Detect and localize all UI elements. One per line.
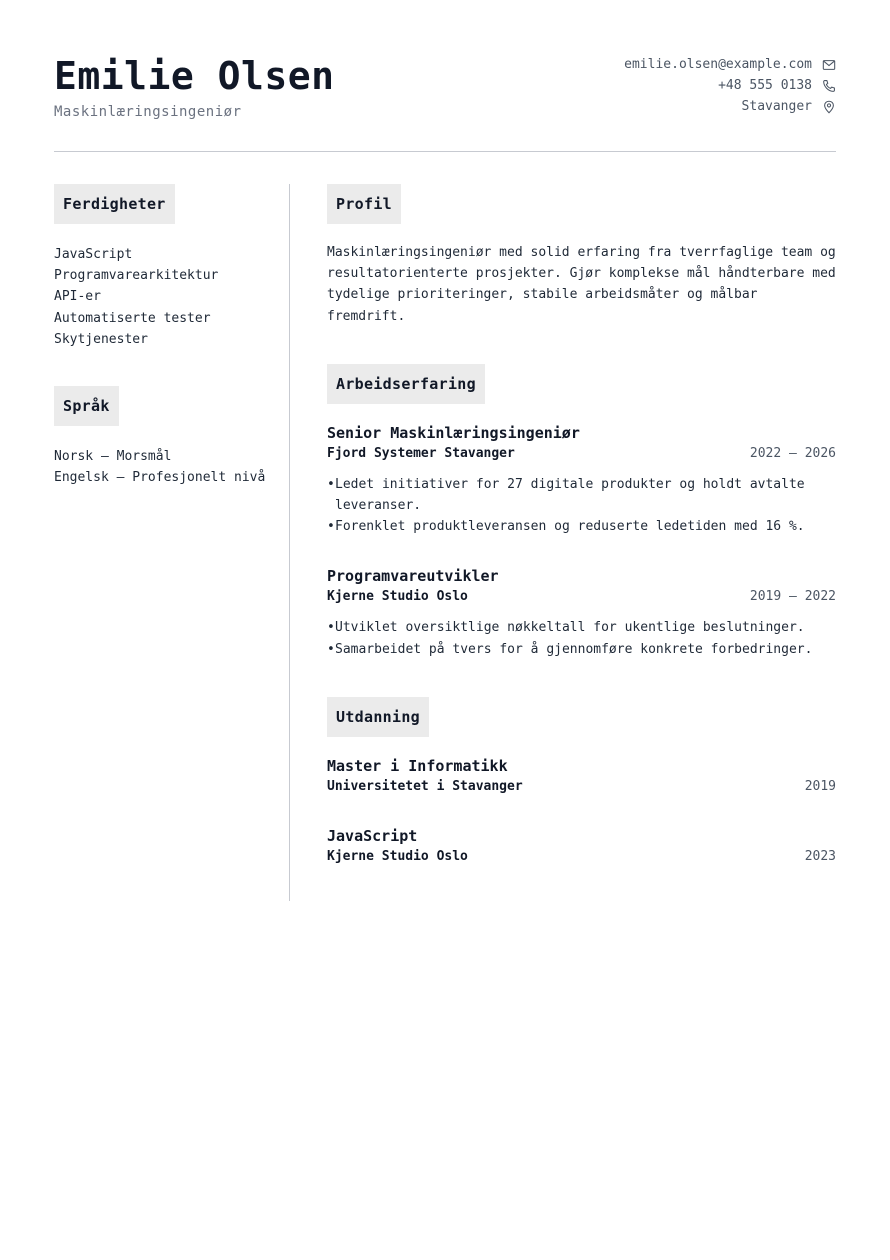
languages-heading: Språk [54, 386, 119, 426]
job-bullet: • Ledet initiativer for 27 digitale produkter og holdt avtalte leveranser. [327, 474, 836, 516]
job-title: Programvareutvikler [327, 567, 499, 586]
header-divider [54, 151, 836, 152]
job-bullet-text: Utviklet oversiktlige nøkkeltall for ukentlige beslutninger. [335, 620, 805, 636]
job-company: Fjord Systemer Stavanger [327, 445, 515, 461]
education-section [327, 697, 836, 867]
skill-item: API-er [54, 289, 101, 305]
job-bullets [327, 474, 836, 538]
contact-phone-row [624, 75, 836, 96]
job-dates: 2019 — 2022 [749, 589, 836, 605]
education-school: Kjerne Studio Oslo [327, 848, 468, 864]
sidebar-column [54, 184, 274, 488]
job-title: Senior Maskinlæringsingeniør [327, 423, 580, 442]
education-heading: Utdanning [327, 697, 429, 737]
job-entry [327, 566, 836, 659]
education-meta [327, 777, 836, 797]
experience-section [327, 364, 836, 660]
skill-item: JavaScript [54, 247, 133, 262]
job-bullet-text: Samarbeidet på tvers for å gjennomføre konkrete forbedringer. [335, 641, 813, 657]
profile-summary: Maskinlæringsingeniør med solid erfaring fra tverrfaglige team og resultatorienterte prosjekter. Gjør komplekse mål håndterbare med tydelige prioriteringer, stabile arbeidsmåter og målbar fremdrift. [327, 245, 836, 324]
education-entry [327, 756, 836, 797]
job-bullet-text: Forenklet produktleveransen og reduserte ledetiden med 16 %. [335, 519, 805, 535]
skill-item: Programvarearkitektur [54, 268, 219, 284]
languages-section [54, 386, 274, 488]
contact-email-row [624, 54, 836, 75]
resume-header [54, 50, 836, 130]
education-title: JavaScript [327, 826, 418, 845]
candidate-title: Maskinlæringsingeniør [54, 104, 242, 120]
education-year: 2023 [804, 848, 836, 864]
job-bullet: • Utviklet oversiktlige nøkkeltall for ukentlige beslutninger. [327, 617, 836, 638]
job-entry [327, 423, 836, 538]
contact-location: Stavanger [741, 99, 812, 114]
skills-list [54, 244, 274, 350]
candidate-name: Emilie Olsen [54, 54, 335, 98]
job-bullet-text: Ledet initiativer for 27 digitale produkter og holdt avtalte leveranser. [335, 476, 805, 514]
job-meta [327, 587, 836, 607]
main-column [327, 184, 836, 867]
education-entry [327, 826, 836, 867]
skill-item: Automatiserte tester [54, 310, 211, 326]
language-item: Norsk — Morsmål [54, 449, 172, 465]
language-item: Engelsk — Profesjonelt nivå [54, 470, 266, 486]
skills-heading: Ferdigheter [54, 184, 175, 224]
job-dates: 2022 — 2026 [749, 445, 836, 461]
contact-location-row [624, 96, 836, 117]
languages-list [54, 446, 274, 488]
contact-phone[interactable]: +48 555 0138 [718, 78, 812, 93]
contact-info [624, 54, 836, 117]
job-bullet: • Forenklet produktleveransen og reduserte ledetiden med 16 %. [327, 516, 836, 537]
profile-heading: Profil [327, 184, 401, 224]
mail-icon [822, 58, 836, 72]
contact-email[interactable]: emilie.olsen@example.com [624, 57, 812, 72]
job-bullets [327, 617, 836, 659]
education-year: 2019 [804, 778, 836, 794]
job-bullet: • Samarbeidet på tvers for å gjennomføre konkrete forbedringer. [327, 639, 836, 660]
profile-section [327, 184, 836, 327]
education-meta [327, 847, 836, 867]
education-title: Master i Informatikk [327, 756, 508, 775]
experience-heading: Arbeidserfaring [327, 364, 485, 404]
column-divider [289, 184, 290, 901]
job-company: Kjerne Studio Oslo [327, 589, 468, 605]
location-pin-icon [822, 100, 836, 114]
phone-icon [822, 79, 836, 93]
skills-section [54, 184, 274, 350]
job-meta [327, 444, 836, 464]
education-school: Universitetet i Stavanger [327, 778, 523, 794]
skill-item: Skytjenester [54, 331, 148, 347]
